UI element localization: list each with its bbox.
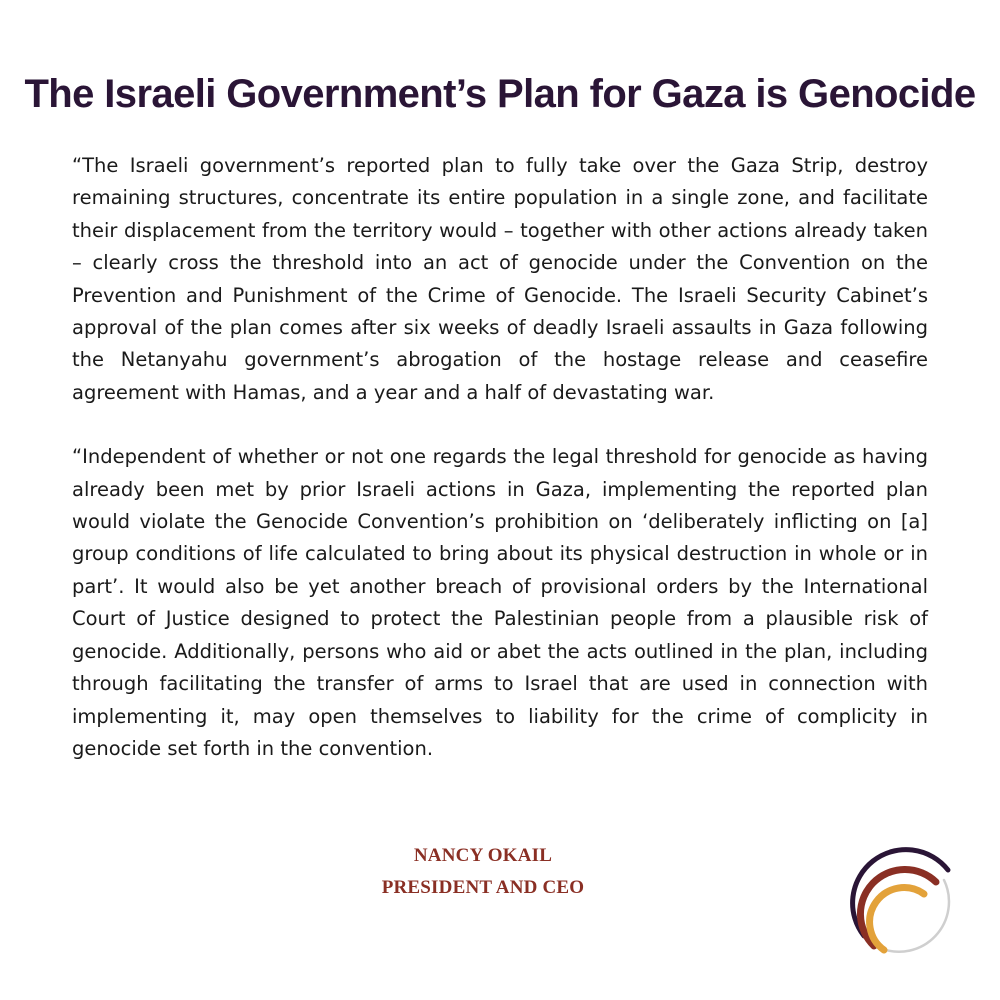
statement-paragraph-2: “Independent of whether or not one regards the legal threshold for genocide as having already been met by prior Israeli actions in Gaza, implementing the reported plan would violate the Genocide Convention’s prohibition on ‘deliberately inflicting on [a] group conditions of life calculated to bring about its physical destruction in whole or in part’. It would also be yet another breach of provisional orders by the International Court of Justice designed to protect the Palestinian people from a plausible risk of genocide. Additionally, persons who aid or abet the acts outlined in the plan, including through facilitating the transfer of arms to Israel that are used in connection with implementing it, may open themselves to liability for the crime of complicity in genocide set forth in the convention. bbox=[72, 445, 928, 760]
organization-logo-icon bbox=[840, 840, 960, 960]
statement-paragraph-1: “The Israeli government’s reported plan to fully take over the Gaza Strip, destroy remaining structures, concentrate its entire population in a single zone, and facilitate their displacement from the territory would – together with other actions already taken – clearly cross the threshold into an act of genocide under the Convention on the Prevention and Punishment of the Crime of Genocide. The Israeli Security Cabinet’s approval of the plan comes after six weeks of deadly Israeli assaults in Gaza following the Netanyahu government’s abrogation of the hostage release and ceasefire agreement with Hamas, and a year and a half of devastating war. bbox=[72, 154, 928, 404]
page-title: The Israeli Government’s Plan for Gaza is Genocide bbox=[24, 72, 976, 116]
statement-body bbox=[72, 150, 928, 765]
logo-inner-arc bbox=[870, 888, 924, 950]
signatory-name: NANCY OKAIL bbox=[413, 845, 553, 866]
signatory-title: PRESIDENT AND CEO bbox=[381, 877, 585, 898]
signature-block bbox=[0, 840, 966, 904]
